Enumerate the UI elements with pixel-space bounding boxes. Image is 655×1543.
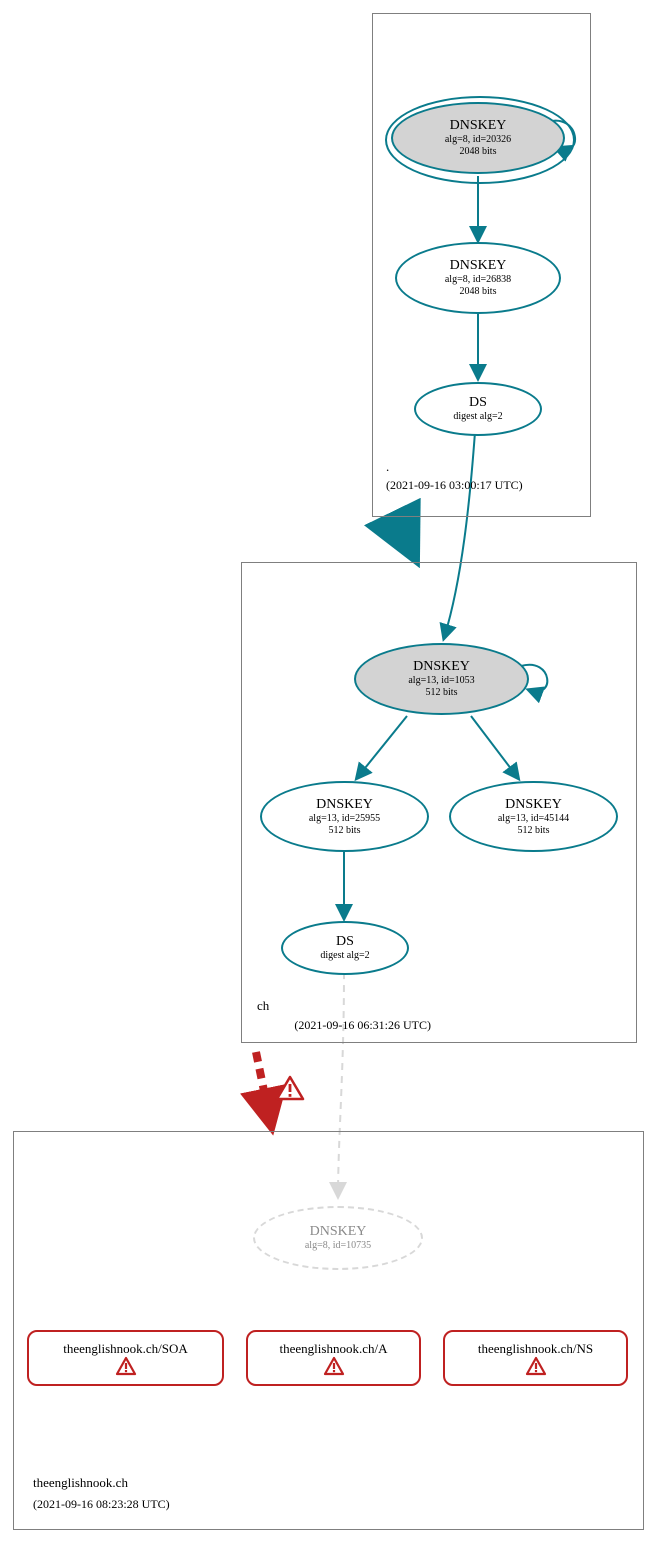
node-ch-dnskey-ksk[interactable] [354,643,529,715]
node-title: DNSKEY [309,1224,367,1239]
node-keyinfo: alg=13, id=1053 [408,675,475,686]
node-keyinfo: alg=8, id=20326 [444,134,512,145]
zone-label-ch-timestamp: (2021-09-16 06:31:26 UTC) [294,1018,431,1032]
edge-ch-zone-to-leaf-zone-bogus [256,1052,270,1120]
node-title: DNSKEY [449,258,507,273]
zone-label-root-name: . [386,459,390,474]
warning-triangle-icon [525,1356,547,1376]
node-keysize: 512 bits [425,687,458,698]
node-keyinfo: alg=13, id=25955 [308,812,381,824]
node-root-dnskey-zsk[interactable] [395,242,561,314]
node-ch-ds[interactable] [281,921,409,975]
warning-triangle-icon [115,1356,137,1376]
rrset-label: theenglishnook.ch/NS [477,1340,594,1356]
zone-label-theenglishnook-name: theenglishnook.ch [33,1475,128,1490]
node-keysize: 2048 bits [459,286,497,297]
rrset-theenglishnook-soa[interactable] [27,1330,224,1386]
zone-label-ch-name: ch [257,998,270,1013]
rrset-theenglishnook-a[interactable] [246,1330,421,1386]
node-ch-dnskey-zsk-45144[interactable] [449,781,618,852]
warning-triangle-icon [323,1356,345,1376]
node-keysize: 512 bits [328,824,361,836]
node-root-dnskey-ksk[interactable] [391,102,565,174]
node-keysize: 512 bits [517,824,550,836]
node-title: DS [336,934,354,949]
node-digestalg: digest alg=2 [320,950,370,961]
node-keyinfo: alg=8, id=10735 [304,1240,372,1251]
rrset-label: theenglishnook.ch/A [279,1340,388,1356]
node-theenglishnook-dnskey-missing[interactable] [253,1206,423,1270]
node-keysize: 2048 bits [459,146,497,157]
node-title: DNSKEY [316,796,373,812]
edge-root-zone-to-ch-zone [395,517,412,552]
node-ch-dnskey-zsk-25955[interactable] [260,781,429,852]
zone-label-theenglishnook-timestamp: (2021-09-16 08:23:28 UTC) [33,1497,170,1511]
node-title: DNSKEY [449,118,507,133]
node-title: DNSKEY [505,796,562,812]
zone-label-root-timestamp: (2021-09-16 03:00:17 UTC) [386,478,523,492]
node-digestalg: digest alg=2 [453,411,503,422]
rrset-label: theenglishnook.ch/SOA [63,1340,188,1356]
node-title: DNSKEY [413,659,470,674]
node-title: DS [469,395,487,410]
node-keyinfo: alg=8, id=26838 [444,274,512,285]
rrset-theenglishnook-ns[interactable] [443,1330,628,1386]
node-keyinfo: alg=13, id=45144 [497,812,570,824]
node-root-ds[interactable] [414,382,542,436]
